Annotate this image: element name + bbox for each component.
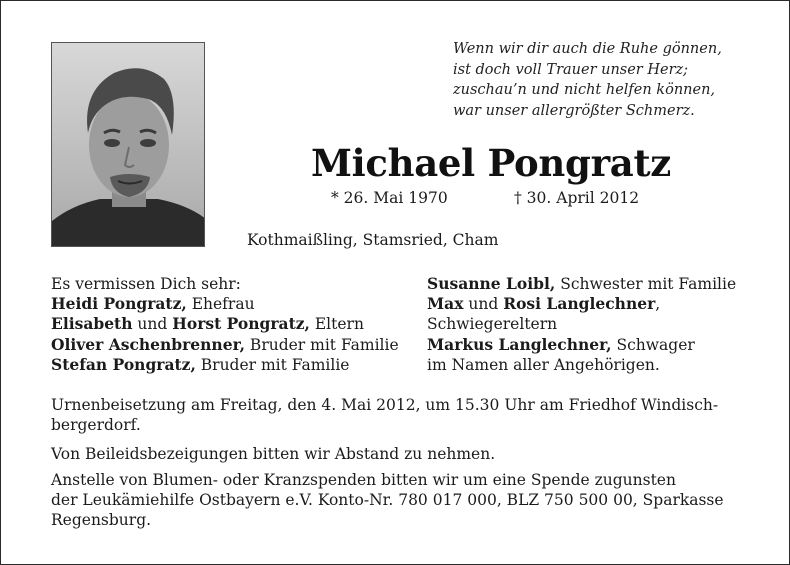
relation-text: ,	[655, 295, 661, 314]
mourner-line	[51, 335, 399, 355]
mourner-line	[427, 314, 736, 334]
funeral-line: bergerdorf.	[51, 416, 141, 434]
poem	[453, 39, 763, 121]
mourner-name: Stefan Pongratz,	[51, 354, 196, 374]
mourner-name: Rosi Langlechner	[503, 294, 656, 314]
mourner-line	[51, 294, 399, 314]
mourner-line	[427, 335, 736, 355]
birth-date: * 26. Mai 1970	[331, 189, 448, 207]
relation-text: Schwiegereltern	[427, 315, 558, 334]
condolence-note	[51, 444, 751, 464]
mourner-name: Susanne Loibl,	[427, 274, 556, 293]
places: Kothmaißling, Stamsried, Cham	[247, 231, 499, 249]
donation-line: Regensburg.	[51, 511, 152, 529]
relation-text: und	[132, 315, 173, 334]
mourner-name: Elisabeth	[51, 314, 133, 334]
portrait-photo	[51, 42, 205, 247]
poem-line: war unser allergrößter Schmerz.	[453, 102, 695, 119]
relation-text: Bruder mit Familie	[195, 355, 350, 374]
mourner-name: Heidi Pongratz,	[51, 294, 187, 314]
deceased-name: Michael Pongratz	[311, 141, 671, 185]
mourner-line	[51, 355, 399, 375]
funeral-line: Urnenbeisetzung am Freitag, den 4. Mai 2012, um 15.30 Uhr am Friedhof Windisch-	[51, 396, 719, 414]
relation-text: Ehefrau	[186, 295, 255, 314]
donation-note	[51, 470, 751, 530]
donation-line: Anstelle von Blumen- oder Kranzspenden bitten wir um eine Spende zugunsten	[51, 471, 676, 489]
mourner-line	[51, 314, 399, 334]
poem-line: Wenn wir dir auch die Ruhe gönnen,	[453, 41, 722, 57]
relation-text: und	[463, 295, 504, 314]
death-date: † 30. April 2012	[514, 189, 640, 207]
mourner-line	[427, 355, 736, 375]
mourners-left-column	[51, 274, 399, 375]
relation-text: Schwester mit Familie	[555, 275, 737, 293]
mourners-intro: Es vermissen Dich sehr:	[51, 275, 241, 293]
mourner-name: Horst Pongratz,	[172, 314, 310, 334]
mourner-line	[427, 294, 736, 314]
relation-text: im Namen aller Angehörigen.	[427, 355, 660, 374]
mourner-name: Max	[427, 294, 464, 314]
mourner-name: Oliver Aschenbrenner,	[51, 334, 245, 354]
poem-line: ist doch voll Trauer unser Herz;	[453, 61, 689, 78]
poem-line: zuschau’n und nicht helfen können,	[453, 82, 716, 98]
funeral-info	[51, 395, 751, 435]
relation-text: Eltern	[309, 315, 364, 334]
mourner-name: Markus Langlechner,	[427, 334, 612, 354]
relation-text: Schwager	[611, 335, 695, 354]
condolence-line: Von Beileidsbezeigungen bitten wir Abstand zu nehmen.	[51, 445, 496, 463]
mourners-right-column	[427, 274, 736, 375]
donation-line: der Leukämiehilfe Ostbayern e.V. Konto-Nr. 780 017 000, BLZ 750 500 00, Sparkasse	[51, 491, 724, 509]
relation-text: Bruder mit Familie	[245, 335, 399, 354]
mourner-line	[427, 274, 736, 294]
